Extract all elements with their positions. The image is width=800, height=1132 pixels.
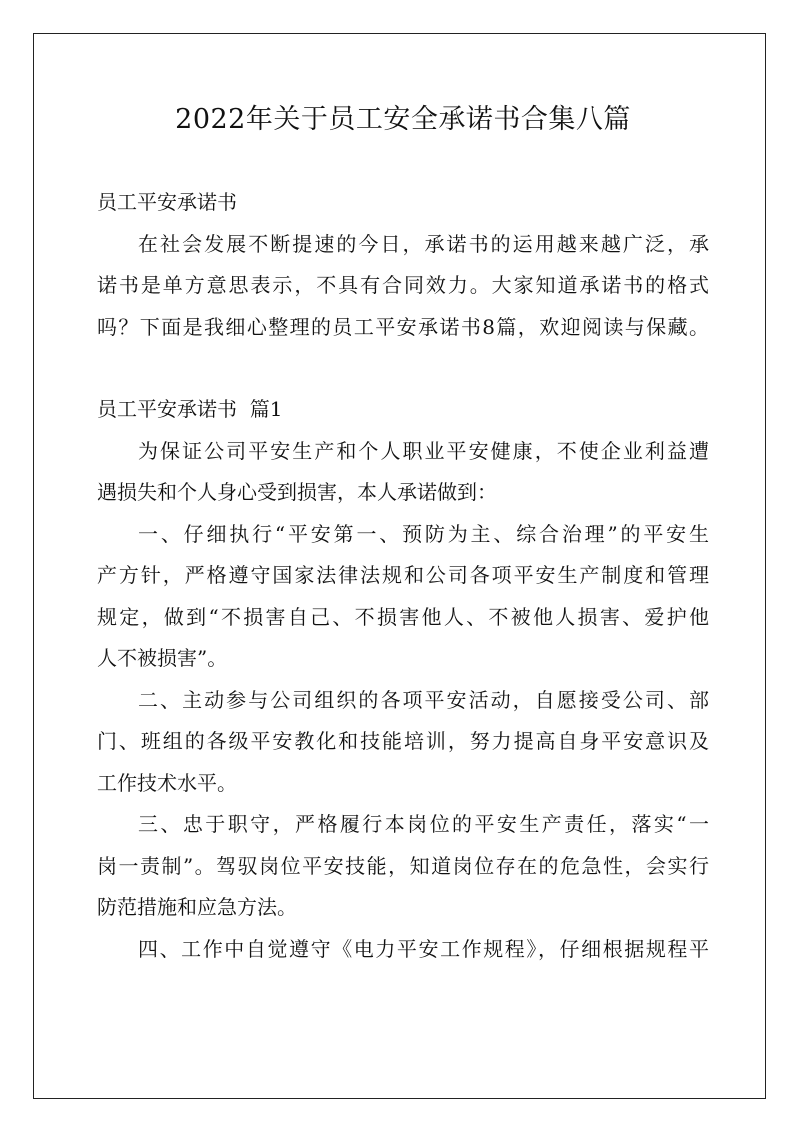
paragraph-line: 产方针，严格遵守国家法律法规和公司各项平安生产制度和管理 — [97, 563, 709, 587]
paragraph-line: 遇损失和个人身心受到损害，本人承诺做到： — [97, 480, 497, 504]
paragraph-line: 二、主动参与公司组织的各项平安活动，自愿接受公司、部 — [138, 688, 709, 712]
paragraph-line: 岗一责制”。驾驭岗位平安技能，知道岗位存在的危急性，会实行 — [97, 854, 709, 878]
paragraph-line: 诺书是单方意思表示，不具有合同效力。大家知道承诺书的格式 — [97, 273, 709, 297]
paragraph-line: 三、忠于职守，严格履行本岗位的平安生产责任，落实“一 — [138, 812, 709, 836]
section-heading-part1: 员工平安承诺书 篇1 — [97, 397, 283, 421]
paragraph-line: 一、仔细执行“平安第一、预防为主、综合治理”的平安生 — [138, 522, 709, 546]
document-title: 2022年关于员工安全承诺书合集八篇 — [175, 104, 631, 135]
paragraph-line: 四、工作中自觉遵守《电力平安工作规程》，仔细根据规程平 — [138, 937, 709, 961]
paragraph-line: 规定，做到“不损害自己、不损害他人、不被他人损害、爱护他 — [97, 605, 709, 629]
paragraph-line: 人不被损害”。 — [97, 646, 228, 670]
paragraph-line: 吗？下面是我细心整理的员工平安承诺书8篇，欢迎阅读与保藏。 — [97, 315, 709, 339]
paragraph-line: 防范措施和应急方法。 — [97, 895, 297, 919]
paragraph-line: 工作技术水平。 — [97, 771, 237, 795]
paragraph-line: 在社会发展不断提速的今日，承诺书的运用越来越广泛，承 — [138, 232, 709, 256]
section-heading-intro: 员工平安承诺书 — [97, 190, 237, 214]
paragraph-line: 门、班组的各级平安教化和技能培训，努力提高自身平安意识及 — [97, 729, 709, 753]
paragraph-line: 为保证公司平安生产和个人职业平安健康，不使企业利益遭 — [138, 439, 709, 463]
